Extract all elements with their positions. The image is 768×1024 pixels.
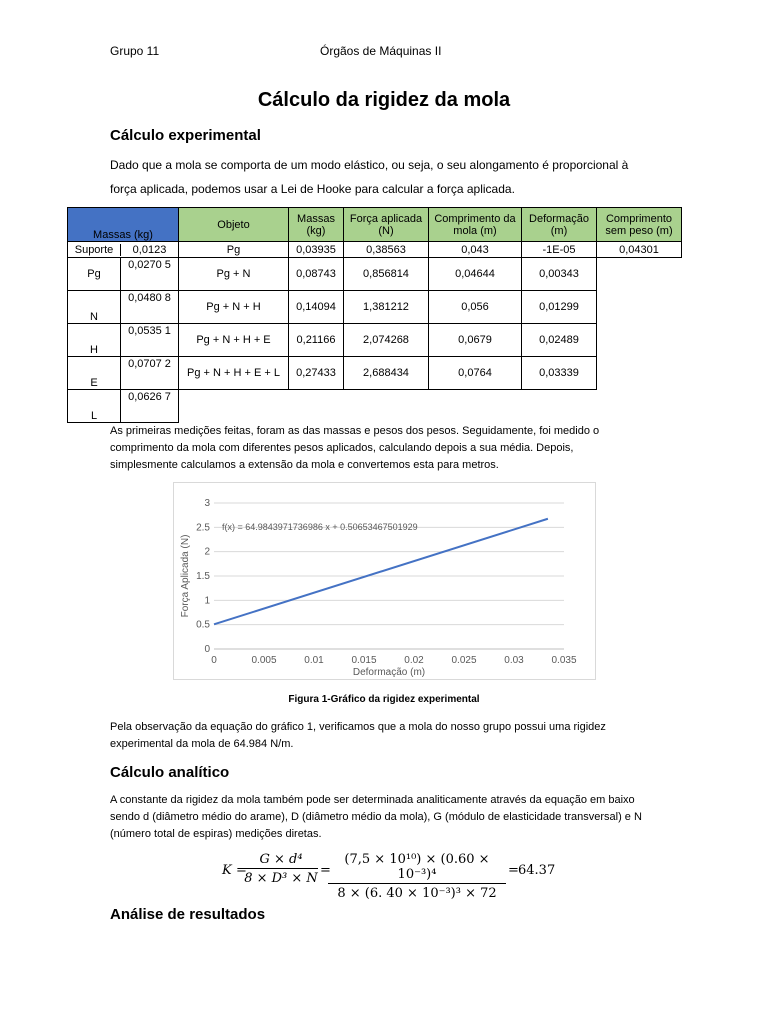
mass-cell: [68, 291, 179, 324]
section-experimental-heading: Cálculo experimental: [110, 127, 261, 144]
table-cell: 2,074268: [344, 324, 429, 357]
mass-label: L: [68, 390, 121, 422]
table-row: [68, 242, 682, 258]
formula-fraction-numeric: [328, 852, 506, 901]
table-cell: Pg: [179, 242, 289, 258]
data-table: [67, 207, 682, 423]
y-axis-label: Força Aplicada (N): [180, 534, 191, 618]
x-axis-label: Deformação (m): [352, 667, 426, 678]
table-cell: 0,01299: [522, 291, 597, 324]
formula-numerator: (7,5 × 10¹⁰) × (0.60 × 10⁻³)⁴: [328, 852, 506, 884]
mass-label: Suporte: [68, 244, 121, 256]
section-results-heading: Análise de resultados: [110, 906, 266, 923]
mass-value: 0,0480 8: [128, 292, 171, 304]
y-tick-label: 1.5: [196, 571, 210, 582]
table-row: [68, 390, 682, 423]
table-cell: 0,02489: [522, 324, 597, 357]
formula-equals: =: [320, 863, 331, 878]
table-cell: Pg + N: [179, 258, 289, 291]
formula-lhs: K: [222, 863, 232, 878]
mass-value: 0,0626 7: [128, 391, 171, 403]
formula-denominator: 8 × D³ × N: [244, 871, 318, 886]
mass-cell: [68, 390, 179, 423]
formula-result: 64.37: [518, 863, 556, 878]
x-tick-label: 0.005: [251, 655, 277, 666]
header-group: Grupo 11: [110, 44, 160, 58]
y-tick-label: 0.5: [196, 619, 210, 631]
mass-cell: [68, 324, 179, 357]
y-tick-label: 0: [204, 644, 210, 655]
col-header: Deformação (m): [522, 208, 597, 242]
mass-label: Pg: [68, 258, 121, 290]
table-cell: Pg + N + H: [179, 291, 289, 324]
y-tick-label: 1: [204, 595, 210, 607]
table-cell: 0,0764: [429, 357, 522, 390]
mass-value: 0,0123: [132, 243, 167, 256]
table-cell: 0,14094: [289, 291, 344, 324]
mass-label: N: [68, 291, 121, 323]
table-cell: 0,00343: [522, 258, 597, 291]
table-cell: 0,21166: [289, 324, 344, 357]
formula-denominator: 8 × (6. 40 × 10⁻³)³ × 72: [337, 886, 497, 901]
table-row: [68, 291, 682, 324]
masses-header: Massas (kg): [68, 208, 179, 242]
x-tick-label: 0.02: [404, 655, 424, 666]
measurements-paragraph: As primeiras medições feitas, foram as das massas e pesos dos pesos. Seguidamente, foi medido o comprimento da mola com diferentes pesos aplicados, calculando depois a sua média. Depois, simplesmente calculamos a extensão da mola e convertemos esta para metros.: [110, 425, 600, 471]
table-cell: 0,27433: [289, 357, 344, 390]
table-cell: 0,056: [429, 291, 522, 324]
formula-fraction-symbolic: [244, 852, 318, 886]
table-cell: 0,08743: [289, 258, 344, 291]
chart-svg: [174, 483, 595, 679]
col-header: Comprimento sem peso (m): [597, 208, 682, 242]
x-tick-label: 0.035: [551, 655, 577, 666]
x-tick-label: 0.025: [451, 655, 477, 666]
y-tick-label: 2: [204, 546, 210, 558]
table-cell: 0,03935: [289, 242, 344, 258]
table-cell: 0,04644: [429, 258, 522, 291]
table-cell: -1E-05: [522, 242, 597, 258]
table-cell: Pg + N + H + E + L: [179, 357, 289, 390]
table-cell: 0,03339: [522, 357, 597, 390]
table-cell: 0,043: [429, 242, 522, 258]
y-tick-label: 3: [204, 498, 210, 509]
y-tick-label: 2.5: [196, 522, 210, 534]
table-row: [68, 258, 682, 291]
mass-cell: [68, 242, 179, 258]
col-header: Comprimento da mola (m): [429, 208, 522, 242]
formula-equals: =: [508, 863, 519, 878]
intro-paragraph: Dado que a mola se comporta de um modo elástico, ou seja, o seu alongamento é proporcional à força aplicada, podemos usar a Lei de Hooke para calcular a força aplicada.: [110, 158, 629, 196]
table-cell: 2,688434: [344, 357, 429, 390]
mass-cell: [68, 357, 179, 390]
col-header: Massas (kg): [289, 208, 344, 242]
mass-cell: [68, 258, 179, 291]
table-cell: 0,38563: [344, 242, 429, 258]
table-cell: 0,0679: [429, 324, 522, 357]
table-row: [68, 324, 682, 357]
table-cell: Pg + N + H + E: [179, 324, 289, 357]
header-course: Órgãos de Máquinas II: [320, 44, 442, 58]
rigidity-formula: [222, 850, 562, 900]
table-cell: 0,04301: [597, 242, 682, 258]
formula-numerator: G × d⁴: [244, 852, 318, 869]
analytic-paragraph: A constante da rigidez da mola também pode ser determinada analiticamente através da equação em baixo sendo d (diâmetro médio do arame), D (diâmetro médio da mola), G (módulo de elasticidade transversal) e N (número total de espiras) medições diretas.: [110, 794, 642, 840]
series-line: [214, 519, 548, 625]
formula-equals: =: [236, 863, 247, 878]
mass-value: 0,0535 1: [128, 325, 171, 337]
col-header: Força aplicada (N): [344, 208, 429, 242]
x-tick-label: 0.01: [304, 655, 324, 666]
conclusion-paragraph: Pela observação da equação do gráfico 1, verificamos que a mola do nosso grupo possui uma rigidez experimental da mola de 64.984 N/m.: [110, 721, 606, 750]
section-analytic-heading: Cálculo analítico: [110, 764, 230, 781]
figure-caption: Figura 1-Gráfico da rigidez experimental: [288, 694, 480, 705]
mass-label: E: [68, 357, 121, 389]
table-row: [68, 357, 682, 390]
page-title: Cálculo da rigidez da mola: [257, 89, 511, 111]
mass-value: 0,0707 2: [128, 358, 171, 370]
trendline-equation: f(x) = 64.9843971736986 x + 0.50653467501929: [222, 522, 418, 532]
x-tick-label: 0.015: [351, 655, 377, 666]
x-tick-label: 0.03: [504, 655, 524, 666]
mass-label: H: [68, 324, 121, 356]
x-tick-label: 0: [211, 655, 217, 666]
col-header: Objeto: [179, 208, 289, 242]
table-cell: 0,856814: [344, 258, 429, 291]
table-cell: 1,381212: [344, 291, 429, 324]
mass-value: 0,0270 5: [128, 259, 171, 271]
rigidity-chart: [173, 482, 596, 680]
